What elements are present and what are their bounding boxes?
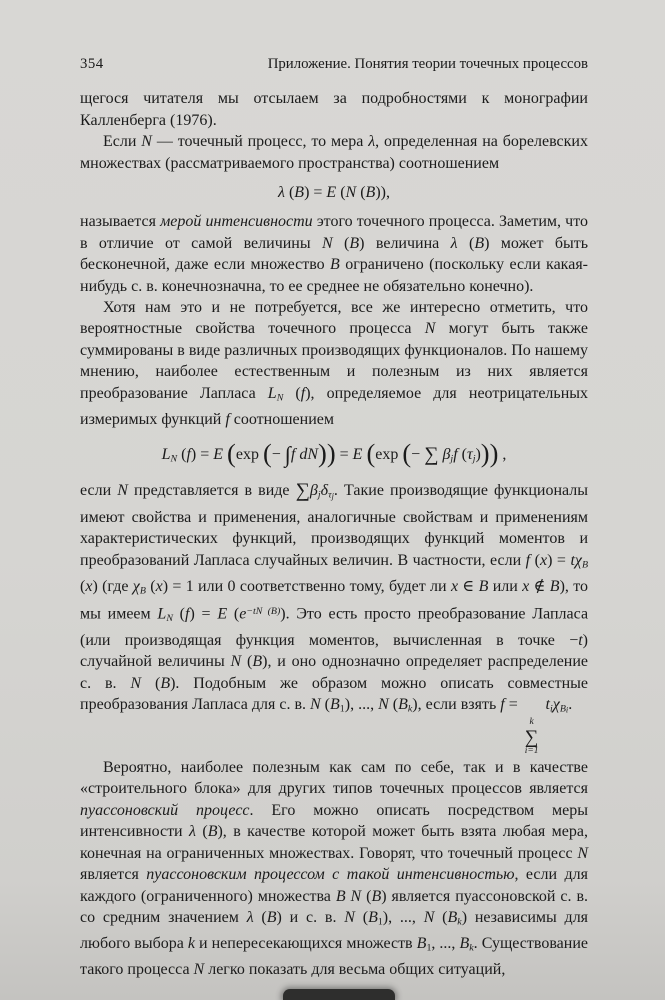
paragraph: Вероятно, наиболее полезным как сам по себе, так и в качестве «строительного блока» для других типов точечных процессов является пуассоновский процесс. Его можно описать посредством меры интенсивности λ (B), в качестве которой может быть взята любая мера, конечная на ограниченных множествах. Говорят, что точечный процесс N является пуассоновским процессом с такой интенсивностью, если для каждого (ограниченного) множества B N (B) является пуассоновской с. в. со средним значением λ (B) и с. в. N (B1), ..., N (Bk) независимы для любого выбора k и непересекающихся множеств B1, ..., Bk. Существование такого процесса N легко показать для весьма общих ситуаций,	[80, 759, 589, 978]
text-body	[80, 88, 588, 980]
display-equation: LN (f) = E (exp (− ∫f dN)) = E (exp (− ∑ βjf (τj))) ,	[161, 437, 507, 468]
paragraph: если N представляется в виде ∑βjδτ$_j$. Такие производящие функционалы имеют свойства и применения, аналогичные свойствам и применениям характеристических функций, производящих функций моментов и преобразований Лапласа случайных величин. В частности, если f (x) = tχB (x) (где χB (x) = 1 или 0 соответственно тому, будет ли x ∈ B или x ∉ B), то мы имеем LN (f) = E $(e^{-tN (B)})$. Это есть просто преобразование Лапласа (или производящая функция моментов, вычисленная в точке −t) случайной величины N (B), и оно однозначно определяет распределение с. в. N (B). Подобным же образом можно описать совместные преобразования Лапласа для с. в. N (B1), ..., N (Bk), если взять f = k ∑ i=1 tiχB$_i$.	[80, 479, 589, 757]
scan-artifact	[283, 989, 395, 1000]
paragraph: Если N — точечный процесс, то мера λ, определенная на борелевских множествах (рассматриваемого пространства) соотношением	[80, 133, 588, 172]
math-sum-with-limits: k ∑ i=1	[524, 717, 539, 757]
paragraph: Хотя нам это и не потребуется, все же интересно отметить, что вероятностные свойства точечного процесса N могут быть также суммированы в виде различных производящих функционалов. По нашему мнению, наиболее естественным и полезным из них является преобразование Лапласа LN (f), определяемое для неотрицательных измеримых функций f соотношением	[80, 299, 589, 428]
paragraph: называется мерой интенсивности этого точечного процесса. Заметим, что в отличие от самой величины N (B) величина λ (B) может быть бесконечной, даже если множество B ограничено (поскольку если какая-нибудь с. в. конечнозначна, то ее среднее не обязательно конечно).	[80, 213, 589, 295]
display-equation: λ (B) = E (N (B)),	[278, 184, 390, 202]
paragraph: щегося читателя мы отсылаем за подробностями к монографии Калленберга (1976).	[80, 90, 588, 129]
running-head: Приложение. Понятия теории точечных процессов	[267, 56, 588, 72]
page-number: 354	[80, 56, 104, 72]
page-header	[80, 54, 588, 75]
